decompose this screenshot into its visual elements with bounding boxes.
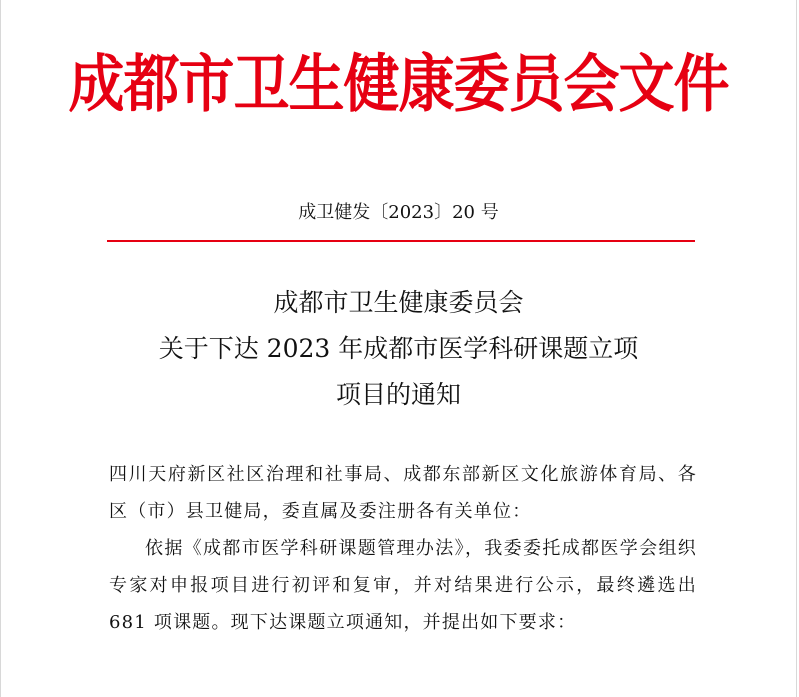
body-text (109, 456, 697, 641)
notice-title-line-2: 关于下达 2023 年成都市医学科研课题立项 (158, 334, 639, 363)
body-paragraph-1: 依据《成都市医学科研课题管理办法》，我委委托成都医学会组织专家对申报项目进行初评和复审，并对结果进行公示，最终遴选出 681 项课题。现下达课题立项通知，并提出如下要求： (109, 538, 697, 633)
notice-title (1, 280, 796, 418)
issuer-header: 成都市卫生健康委员会文件 (68, 47, 729, 121)
red-divider-line (107, 240, 695, 242)
recipients-paragraph: 四川天府新区社区治理和社事局、成都东部新区文化旅游体育局、各区（市）县卫健局，委直属及委注册各有关单位： (109, 464, 697, 522)
document-number: 成卫健发〔2023〕20 号 (298, 202, 499, 223)
notice-title-line-1: 成都市卫生健康委员会 (273, 288, 524, 317)
notice-title-line-3: 项目的通知 (335, 380, 461, 409)
